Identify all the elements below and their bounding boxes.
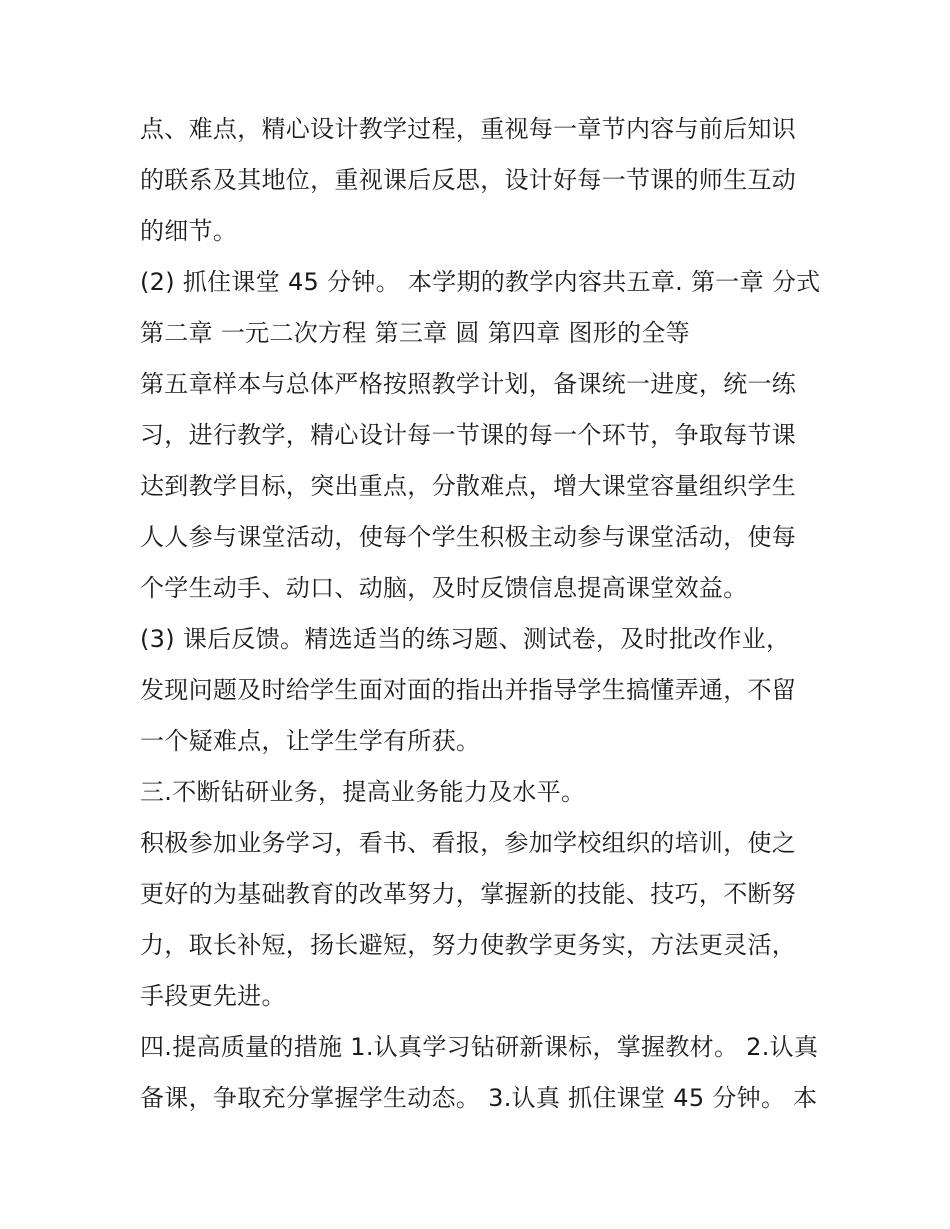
- text-line: 力，取长补短，扬长避短，努力使教学更务实，方法更灵活，: [140, 931, 797, 959]
- text-line: 的细节。: [140, 217, 238, 245]
- text-line: 积极参加业务学习，看书、看报，参加学校组织的培训，使之: [140, 829, 797, 857]
- text-line: 备课，争取充分掌握学生动态。 3.认真 抓住课堂 45 分钟。 本: [140, 1084, 818, 1112]
- text-line: 习，进行教学，精心设计每一节课的每一个环节，争取每节课: [140, 421, 797, 449]
- text-line: 的联系及其地位，重视课后反思，设计好每一节课的师生互动: [140, 166, 797, 194]
- text-line: (3) 课后反馈。精选适当的练习题、测试卷，及时批改作业，: [140, 625, 791, 653]
- text-line: 发现问题及时给学生面对面的指出并指导学生搞懂弄通，不留: [140, 676, 797, 704]
- text-line: 点、难点，精心设计教学过程，重视每一章节内容与前后知识: [140, 115, 797, 143]
- text-line: 更好的为基础教育的改革努力，掌握新的技能、技巧，不断努: [140, 880, 797, 908]
- section-heading: 四.提高质量的措施 1.认真学习钻研新课标，掌握教材。 2.认真: [140, 1033, 819, 1061]
- text-line: 人人参与课堂活动，使每个学生积极主动参与课堂活动，使每: [140, 523, 797, 551]
- text-line: 达到教学目标，突出重点，分散难点，增大课堂容量组织学生: [140, 472, 797, 500]
- text-line: 个学生动手、动口、动脑，及时反馈信息提高课堂效益。: [140, 574, 748, 602]
- text-line: 第五章样本与总体严格按照教学计划，备课统一进度，统一练: [140, 370, 797, 398]
- text-line: 一个疑难点，让学生学有所获。: [140, 727, 481, 755]
- text-line: 手段更先进。: [140, 982, 286, 1010]
- text-line: 第二章 一元二次方程 第三章 圆 第四章 图形的全等: [140, 319, 690, 347]
- section-heading: 三.不断钻研业务，提高业务能力及水平。: [140, 778, 586, 806]
- text-line: (2) 抓住课堂 45 分钟。 本学期的教学内容共五章. 第一章 分式: [140, 268, 820, 296]
